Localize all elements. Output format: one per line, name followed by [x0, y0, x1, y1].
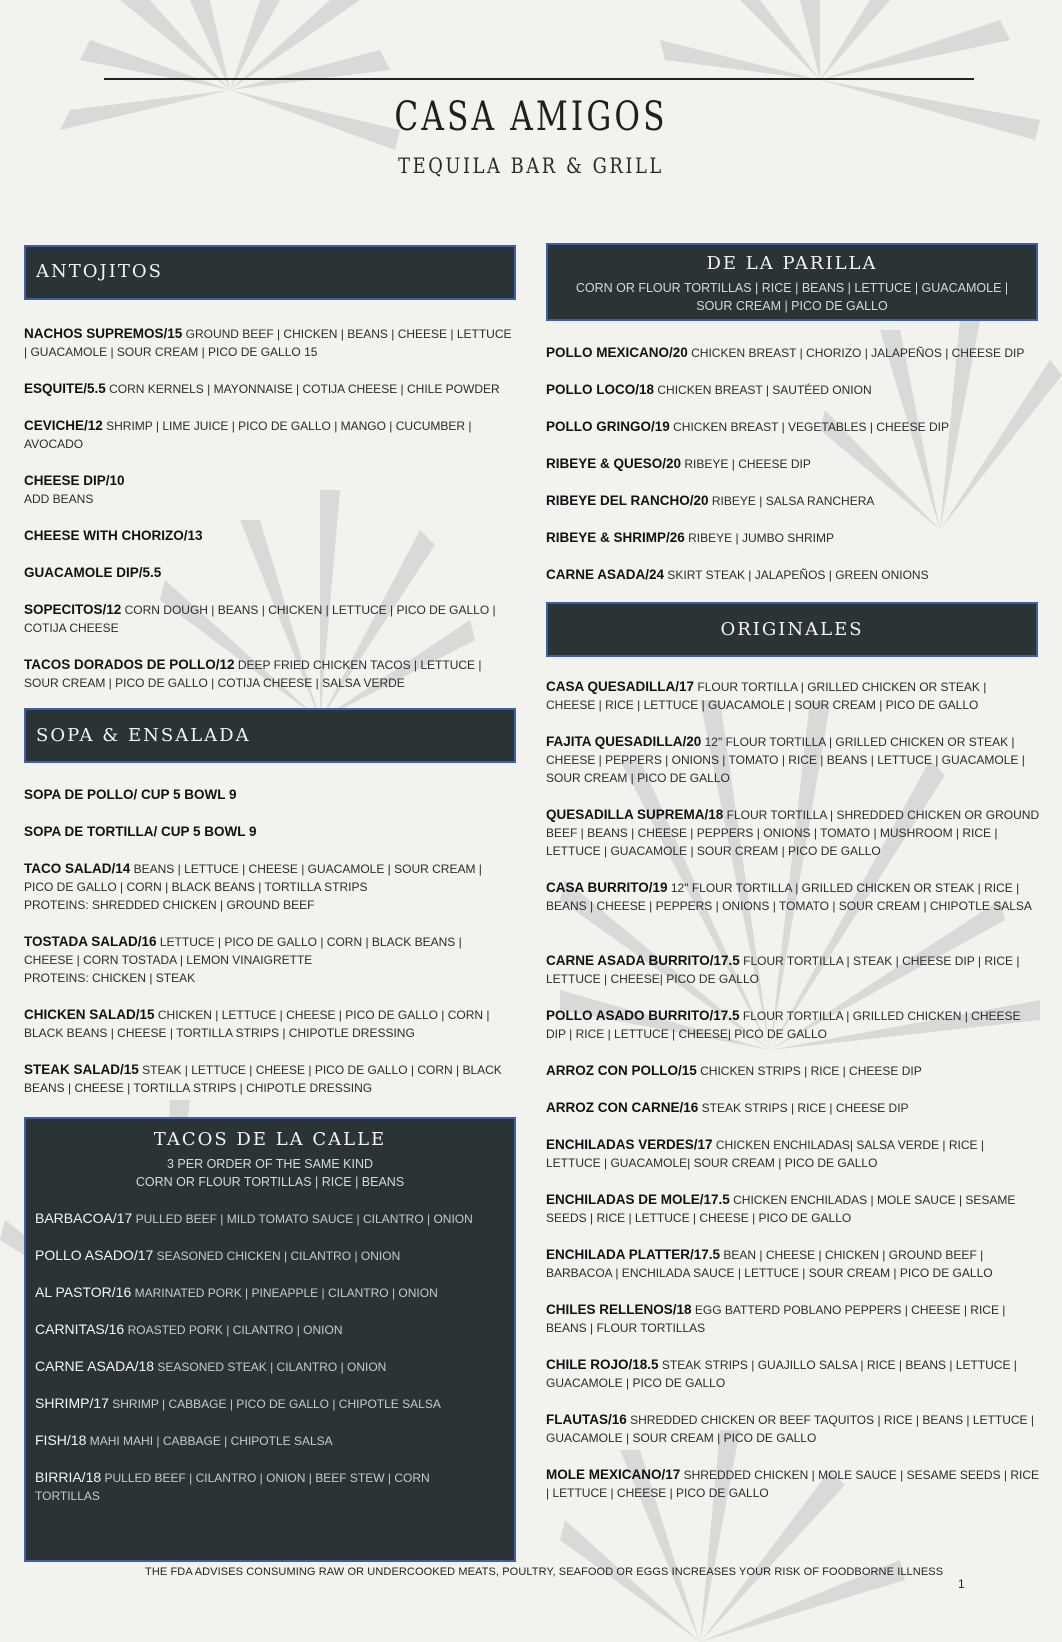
- menu-item: [546, 1301, 1036, 1337]
- item-desc: STEAK | LETTUCE | CHEESE | PICO DE GALLO | CORN | BLACK BEANS | CHEESE | TORTILLA STRIPS | CHIPOTLE DRESSING: [24, 1063, 502, 1095]
- item-name: SOPA DE TORTILLA/ CUP 5 BOWL 9: [24, 824, 257, 839]
- item-desc: CHICKEN ENCHILADAS| SALSA VERDE | RICE | LETTUCE | GUACAMOLE| SOUR CREAM | PICO DE GALLO: [546, 1138, 984, 1170]
- item-name: RIBEYE DEL RANCHO/20: [546, 493, 709, 508]
- item-name: BARBACOA/17: [35, 1210, 133, 1226]
- menu-item: [24, 325, 514, 361]
- menu-item: [24, 417, 514, 453]
- item-name: POLLO MEXICANO/20: [546, 345, 688, 360]
- fda-disclaimer: THE FDA ADVISES CONSUMING RAW OR UNDERCOOKED MEATS, POULTRY, SEAFOOD OR EGGS INCREASES YOUR RISK OF FOODBORNE ILLNESS: [145, 1566, 944, 1578]
- menu-item: [546, 381, 1036, 399]
- item-name: POLLO ASADO/17: [35, 1247, 154, 1263]
- menu-item: [35, 1209, 505, 1228]
- item-name: QUESADILLA SUPREMA/18: [546, 807, 724, 822]
- menu-item: [24, 860, 514, 914]
- item-name: MOLE MEXICANO/17: [546, 1467, 681, 1482]
- item-name: SOPECITOS/12: [24, 602, 122, 617]
- menu-item: [24, 786, 514, 804]
- section-subtitle: CORN OR FLOUR TORTILLAS | RICE | BEANS: [135, 1175, 405, 1189]
- menu-item: [546, 1246, 1036, 1282]
- item-desc: FLOUR TORTILLA | GRILLED CHICKEN OR STEAK | CHEESE | RICE | LETTUCE | GUACAMOLE | SOUR CREAM | PICO DE GALLO: [546, 680, 987, 712]
- item-desc: FLOUR TORTILLA | STEAK | CHEESE DIP | RICE | LETTUCE | CHEESE| PICO DE GALLO: [546, 954, 1020, 986]
- menu-item: [24, 933, 514, 987]
- item-desc: LETTUCE | PICO DE GALLO | CORN | BLACK BEANS | CHEESE | CORN TOSTADA | LEMON VINAIGRETTE: [24, 935, 462, 967]
- item-desc: ROASTED PORK | CILANTRO | ONION: [127, 1323, 343, 1337]
- menu-item: [546, 1466, 1041, 1502]
- item-name: CASA QUESADILLA/17: [546, 679, 695, 694]
- menu-item: [24, 1006, 519, 1042]
- item-name: POLLO GRINGO/19: [546, 419, 670, 434]
- menu-item: [35, 1320, 505, 1339]
- item-desc: SEASONED STEAK | CILANTRO | ONION: [157, 1360, 387, 1374]
- item-extra: PROTEINS: SHREDDED CHICKEN | GROUND BEEF: [24, 898, 315, 912]
- menu-item: [24, 656, 514, 692]
- item-desc: CHICKEN BREAST | VEGETABLES | CHEESE DIP: [673, 420, 949, 434]
- item-desc: FLOUR TORTILLA | SHREDDED CHICKEN OR GROUND BEEF | BEANS | CHEESE | PEPPERS | ONIONS | TOMATO | MUSHROOM | RICE | LETTUCE | GUACAMOLE | SOUR CREAM | PICO DE GALLO: [546, 808, 1040, 858]
- menu-item: [546, 879, 1041, 915]
- item-name: TACO SALAD/14: [24, 861, 131, 876]
- item-name: SHRIMP/17: [35, 1395, 109, 1411]
- item-desc: SKIRT STEAK | JALAPEÑOS | GREEN ONIONS: [667, 568, 929, 582]
- item-name: BIRRIA/18: [35, 1469, 102, 1485]
- item-desc: SEASONED CHICKEN | CILANTRO | ONION: [156, 1249, 401, 1263]
- menu-item: [546, 952, 1041, 988]
- menu-item: [546, 1356, 1041, 1392]
- item-desc: PULLED BEEF | CILANTRO | ONION | BEEF STEW | CORN TORTILLAS: [35, 1471, 430, 1503]
- menu-item: [24, 527, 514, 545]
- item-name: CEVICHE/12: [24, 418, 103, 433]
- item-name: CARNE ASADA/18: [35, 1358, 155, 1374]
- item-name: GUACAMOLE DIP/5.5: [24, 565, 162, 580]
- menu-item: [546, 492, 1036, 510]
- item-name: TOSTADA SALAD/16: [24, 934, 157, 949]
- item-name: ARROZ CON POLLO/15: [546, 1063, 697, 1078]
- item-name: SOPA DE POLLO/ CUP 5 BOWL 9: [24, 787, 237, 802]
- section-title: TACOS DE LA CALLE: [153, 1129, 387, 1150]
- item-name: CHICKEN SALAD/15: [24, 1007, 155, 1022]
- item-desc: EGG BATTERD POBLANO PEPPERS | CHEESE | RICE | BEANS | FLOUR TORTILLAS: [546, 1303, 1006, 1335]
- item-desc: RIBEYE | JUMBO SHRIMP: [688, 531, 834, 545]
- item-desc: CHICKEN BREAST | SAUTÉED ONION: [657, 383, 872, 397]
- item-desc: CORN KERNELS | MAYONNAISE | COTIJA CHEESE | CHILE POWDER: [109, 382, 500, 396]
- menu-item: [24, 472, 514, 508]
- menu-item: [546, 678, 1036, 714]
- item-desc: MARINATED PORK | PINEAPPLE | CILANTRO | ONION: [134, 1286, 438, 1300]
- item-name: ESQUITE/5.5: [24, 381, 106, 396]
- item-desc: CHICKEN STRIPS | RICE | CHEESE DIP: [700, 1064, 922, 1078]
- menu-item: [35, 1246, 505, 1265]
- menu-item: [546, 1191, 1041, 1227]
- section-subtitle: 3 PER ORDER OF THE SAME KIND: [166, 1157, 374, 1171]
- item-name: POLLO LOCO/18: [546, 382, 655, 397]
- item-desc: GROUND BEEF | CHICKEN | BEANS | CHEESE | LETTUCE | GUACAMOLE | SOUR CREAM | PICO DE GALLO 15: [24, 327, 512, 359]
- menu-item: [24, 601, 519, 637]
- item-name: CHILE ROJO/18.5: [546, 1357, 659, 1372]
- item-desc: 12" FLOUR TORTILLA | GRILLED CHICKEN OR STEAK | CHEESE | PEPPERS | ONIONS | TOMATO | RICE | BEANS | LETTUCE | GUACAMOLE | SOUR CREAM | PICO DE GALLO: [546, 735, 1025, 785]
- item-name: FLAUTAS/16: [546, 1412, 627, 1427]
- item-desc: STEAK STRIPS | RICE | CHEESE DIP: [701, 1101, 909, 1115]
- menu-item: [546, 1007, 1041, 1043]
- menu-item: [546, 1136, 1036, 1172]
- restaurant-subtitle: TEQUILA BAR & GRILL: [398, 154, 664, 178]
- item-desc: CHICKEN | LETTUCE | CHEESE | PICO DE GALLO | CORN | BLACK BEANS | CHEESE | TORTILLA STRIPS | CHIPOTLE DRESSING: [24, 1008, 490, 1040]
- item-name: RIBEYE & QUESO/20: [546, 456, 682, 471]
- item-desc: 12" FLOUR TORTILLA | GRILLED CHICKEN OR STEAK | RICE | BEANS | CHEESE | PEPPERS | ONIONS | TOMATO | SOUR CREAM | CHIPOTLE SALSA: [546, 881, 1032, 913]
- menu-item: [35, 1283, 505, 1302]
- menu-item: [546, 455, 1036, 473]
- item-name: FAJITA QUESADILLA/20: [546, 734, 702, 749]
- item-name: ENCHILADAS VERDES/17: [546, 1137, 713, 1152]
- section-header-antojitos: [24, 245, 516, 300]
- item-name: RIBEYE & SHRIMP/26: [546, 530, 685, 545]
- item-name: AL PASTOR/16: [35, 1284, 132, 1300]
- item-desc: CORN DOUGH | BEANS | CHICKEN | LETTUCE | PICO DE GALLO | COTIJA CHEESE: [24, 603, 496, 635]
- item-name: STEAK SALAD/15: [24, 1062, 139, 1077]
- menu-item: [546, 418, 1036, 436]
- item-desc: RIBEYE | CHEESE DIP: [684, 457, 811, 471]
- item-name: FISH/18: [35, 1432, 87, 1448]
- item-desc: SHREDDED CHICKEN | MOLE SAUCE | SESAME SEEDS | RICE | LETTUCE | CHEESE | PICO DE GALLO: [546, 1468, 1040, 1500]
- item-name: CHEESE DIP/10: [24, 473, 125, 488]
- menu-item: [24, 823, 514, 841]
- section-subtitle: CORN OR FLOUR TORTILLAS | RICE | BEANS | LETTUCE | GUACAMOLE | SOUR CREAM | PICO DE GALLO: [575, 281, 1009, 313]
- menu-item: [546, 529, 1036, 547]
- item-desc: MAHI MAHI | CABBAGE | CHIPOTLE SALSA: [89, 1434, 333, 1448]
- item-name: CASA BURRITO/19: [546, 880, 668, 895]
- section-header-originales: [546, 602, 1038, 657]
- section-header-parilla: [546, 243, 1038, 321]
- menu-item: [35, 1394, 505, 1413]
- item-name: TACOS DORADOS DE POLLO/12: [24, 657, 235, 672]
- menu-item: [546, 806, 1046, 860]
- menu-item: [24, 1061, 514, 1097]
- item-name: CARNE ASADA BURRITO/17.5: [546, 953, 740, 968]
- item-extra: ADD BEANS: [24, 492, 94, 506]
- item-desc: SHREDDED CHICKEN OR BEEF TAQUITOS | RICE | BEANS | LETTUCE | GUACAMOLE | SOUR CREAM | PICO DE GALLO: [546, 1413, 1034, 1445]
- item-desc: SHRIMP | LIME JUICE | PICO DE GALLO | MANGO | CUCUMBER | AVOCADO: [24, 419, 472, 451]
- menu-item: [35, 1357, 505, 1376]
- item-extra: PROTEINS: CHICKEN | STEAK: [24, 971, 196, 985]
- section-title: ANTOJITOS: [36, 261, 163, 282]
- item-name: CHEESE WITH CHORIZO/13: [24, 528, 203, 543]
- menu-item: [546, 566, 1036, 584]
- restaurant-title: CASA AMIGOS: [394, 94, 668, 140]
- item-desc: PULLED BEEF | MILD TOMATO SAUCE | CILANTRO | ONION: [135, 1212, 473, 1226]
- menu-item: [546, 1411, 1036, 1447]
- page-number: 1: [958, 1577, 965, 1591]
- item-desc: CHICKEN ENCHILADAS | MOLE SAUCE | SESAME SEEDS | RICE | LETTUCE | CHEESE | PICO DE GALLO: [546, 1193, 1016, 1225]
- menu-item: [24, 380, 524, 398]
- item-name: CHILES RELLENOS/18: [546, 1302, 692, 1317]
- section-title: ORIGINALES: [720, 619, 864, 640]
- top-rule: [104, 78, 974, 80]
- item-name: CARNE ASADA/24: [546, 567, 665, 582]
- menu-item: [546, 1099, 1036, 1117]
- section-header-sopa: [24, 708, 516, 763]
- item-name: ENCHILADA PLATTER/17.5: [546, 1247, 721, 1262]
- menu-item: [546, 1062, 1036, 1080]
- item-desc: DEEP FRIED CHICKEN TACOS | LETTUCE | SOUR CREAM | PICO DE GALLO | COTIJA CHEESE | SALSA VERDE: [24, 658, 482, 690]
- item-desc: BEANS | LETTUCE | CHEESE | GUACAMOLE | SOUR CREAM | PICO DE GALLO | CORN | BLACK BEANS | TORTILLA STRIPS: [24, 862, 482, 894]
- item-name: ARROZ CON CARNE/16: [546, 1100, 699, 1115]
- item-desc: FLOUR TORTILLA | GRILLED CHICKEN | CHEESE DIP | RICE | LETTUCE | CHEESE| PICO DE GALLO: [546, 1009, 1021, 1041]
- item-desc: STEAK STRIPS | GUAJILLO SALSA | RICE | BEANS | LETTUCE | GUACAMOLE | PICO DE GALLO: [546, 1358, 1017, 1390]
- menu-item: [546, 344, 1046, 362]
- item-desc: RIBEYE | SALSA RANCHERA: [711, 494, 875, 508]
- menu-item: [35, 1431, 505, 1450]
- item-desc: CHICKEN BREAST | CHORIZO | JALAPEÑOS | CHEESE DIP: [691, 346, 1025, 360]
- menu-item: [546, 733, 1041, 787]
- section-title: SOPA & ENSALADA: [36, 725, 251, 746]
- section-title: DE LA PARILLA: [706, 253, 878, 274]
- item-name: POLLO ASADO BURRITO/17.5: [546, 1008, 740, 1023]
- item-name: CARNITAS/16: [35, 1321, 125, 1337]
- item-desc: SHRIMP | CABBAGE | PICO DE GALLO | CHIPOTLE SALSA: [112, 1397, 441, 1411]
- item-desc: BEAN | CHEESE | CHICKEN | GROUND BEEF | BARBACOA | ENCHILADA SAUCE | LETTUCE | SOUR CREAM | PICO DE GALLO: [546, 1248, 993, 1280]
- item-name: ENCHILADAS DE MOLE/17.5: [546, 1192, 730, 1207]
- menu-item: [24, 564, 514, 582]
- item-name: NACHOS SUPREMOS/15: [24, 326, 183, 341]
- menu-item: [35, 1468, 465, 1505]
